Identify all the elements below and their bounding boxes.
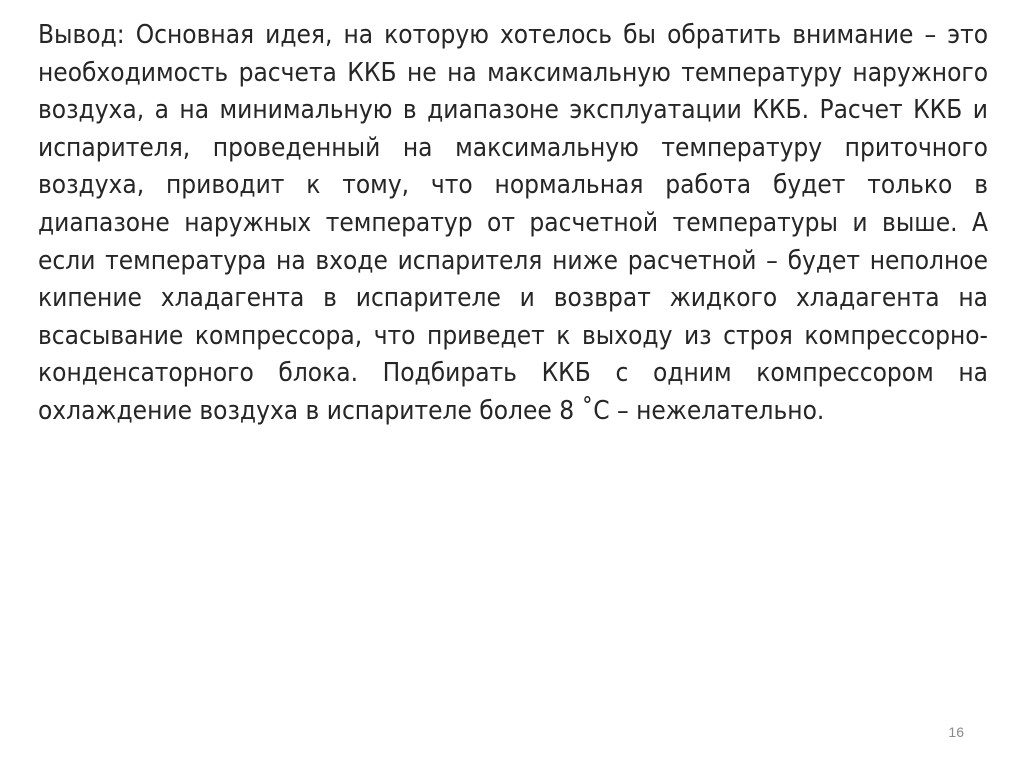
slide-number: 16	[948, 724, 964, 740]
conclusion-paragraph: Вывод: Основная идея, на которую хотелось бы обратить внимание – это необходимость расчета ККБ не на максимальную температуру наружного воздуха, а на минимальную в диапазоне эксплуатации ККБ. Расчет ККБ и испарителя, проведенный на максимальную температуру приточного воздуха, приводит к тому, что нормальная работа будет только в диапазоне наружных температур от расчетной температуры и выше. А если температура на входе испарителя ниже расчетной – будет неполное кипение хладагента в испарителе и возврат жидкого хладагента на всасывание компрессора, что приведет к выходу из строя компрессорно-конденсаторного блока. Подбирать ККБ с одним компрессором на охлаждение воздуха в испарителе более 8 ˚С – нежелательно.	[38, 20, 988, 426]
